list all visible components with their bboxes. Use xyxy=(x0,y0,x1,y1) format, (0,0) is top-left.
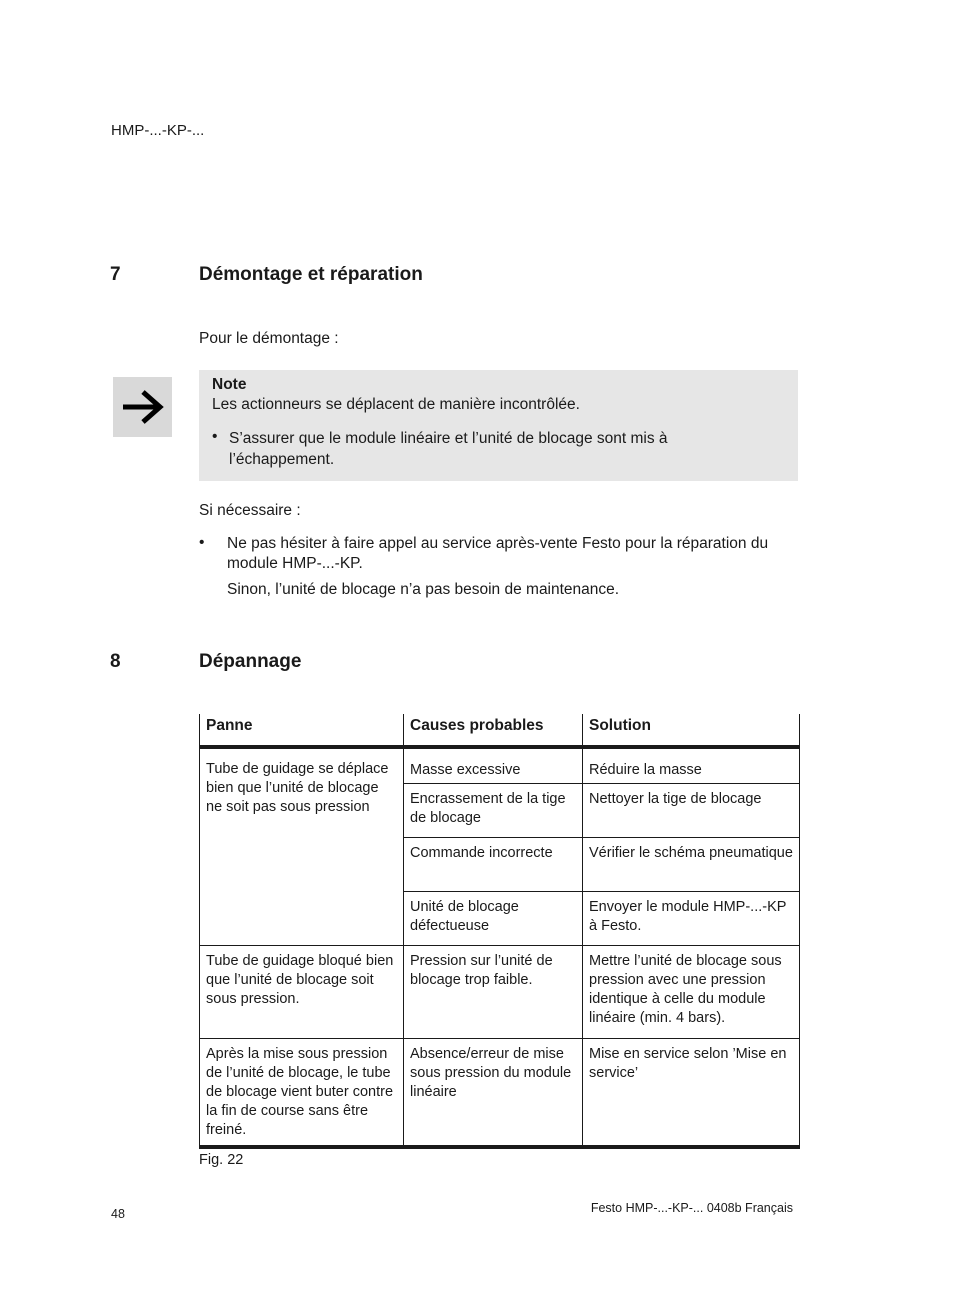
table-cell-solution: Mise en service selon ’Mise en service’ xyxy=(583,1038,800,1147)
table-cell-cause: Pression sur l’unité de blocage trop faible. xyxy=(404,945,583,1038)
section-7-number: 7 xyxy=(110,264,121,285)
note-icon-box xyxy=(113,377,172,437)
table-cell-cause: Encrassement de la tige de blocage xyxy=(404,783,583,837)
table-cell-solution: Envoyer le module HMP-...-KP à Festo. xyxy=(583,891,800,945)
section-7-intro: Pour le démontage : xyxy=(199,330,339,347)
header-causes: Causes probables xyxy=(404,714,583,747)
table-header-row xyxy=(200,714,800,747)
table-cell-solution: Réduire la masse xyxy=(583,747,800,783)
note-bullet-text: S’assurer que le module linéaire et l’unité de blocage sont mis à l’échappement. xyxy=(229,430,668,468)
note-bullet-symbol: • xyxy=(212,428,218,445)
if-needed-text: Si nécessaire : xyxy=(199,502,301,519)
note-text: Les actionneurs se déplacent de manière incontrôlée. xyxy=(212,396,580,413)
footer-document-info: Festo HMP-...-KP-... 0408b Français xyxy=(590,1201,793,1215)
table-cell-cause: Commande incorrecte xyxy=(404,837,583,891)
troubleshooting-table xyxy=(199,714,800,1149)
table-cell-panne: Après la mise sous pression de l’unité de blocage, le tube de blocage vient buter contre la fin de course sans être freiné. xyxy=(200,1038,404,1147)
table-cell-solution: Vérifier le schéma pneumatique xyxy=(583,837,800,891)
note-box xyxy=(199,370,798,481)
bullet-text: Ne pas hésiter à faire appel au service après-vente Festo pour la réparation du module HMP-...-KP. xyxy=(227,535,769,572)
table-cell-cause: Unité de blocage défectueuse xyxy=(404,891,583,945)
header-panne: Panne xyxy=(200,714,404,747)
section-8-title: Dépannage xyxy=(199,651,302,672)
note-title: Note xyxy=(212,376,247,393)
header-product-code: HMP-...-KP-... xyxy=(111,122,205,139)
table-cell-panne: Tube de guidage se déplace bien que l’unité de blocage ne soit pas sous pression xyxy=(200,747,404,945)
figure-caption: Fig. 22 xyxy=(199,1152,244,1168)
page-number: 48 xyxy=(111,1207,125,1221)
table-cell-cause: Absence/erreur de mise sous pression du module linéaire xyxy=(404,1038,583,1147)
bullet-symbol: • xyxy=(199,534,205,551)
table-row xyxy=(200,945,800,1038)
table-cell-solution: Nettoyer la tige de blocage xyxy=(583,783,800,837)
otherwise-text: Sinon, l’unité de blocage n’a pas besoin de maintenance. xyxy=(227,581,620,598)
header-solution: Solution xyxy=(583,714,800,747)
table-cell-cause: Masse excessive xyxy=(404,747,583,783)
section-7-title: Démontage et réparation xyxy=(199,264,423,285)
arrow-right-icon xyxy=(121,389,165,425)
table-row xyxy=(200,747,800,783)
section-8-number: 8 xyxy=(110,651,121,672)
table-cell-solution: Mettre l’unité de blocage sous pression avec une pression identique à celle du module linéaire (min. 4 bars). xyxy=(583,945,800,1038)
table-cell-panne: Tube de guidage bloqué bien que l’unité de blocage soit sous pression. xyxy=(200,945,404,1038)
table-row xyxy=(200,1038,800,1147)
